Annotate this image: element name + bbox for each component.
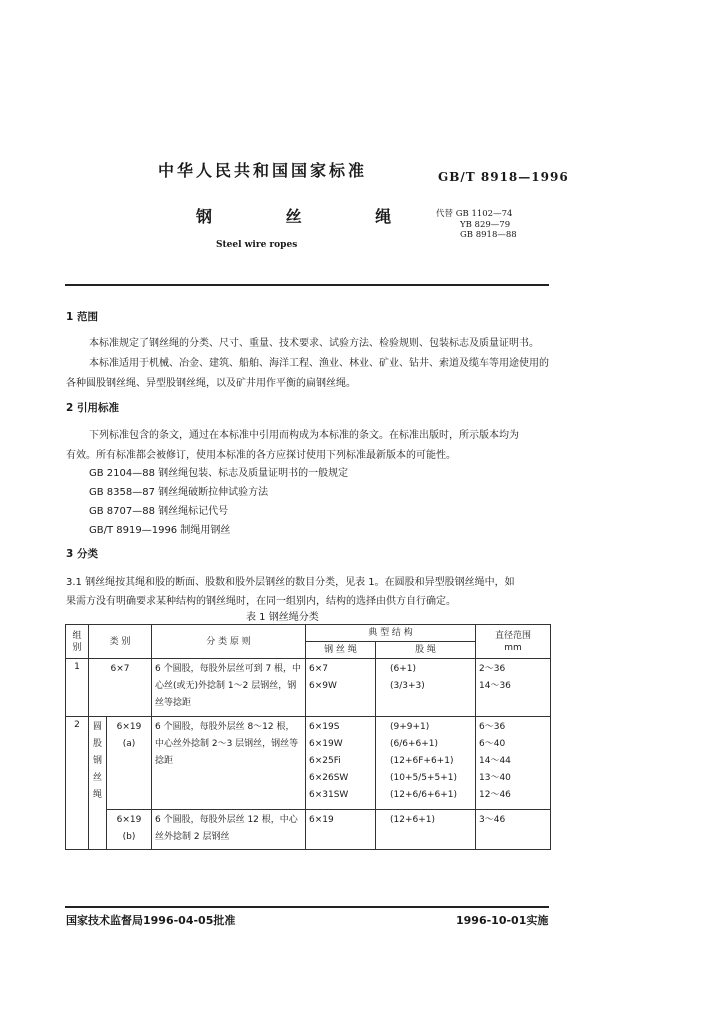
cell-ropes: [306, 659, 376, 717]
document-title: 钢 丝 绳: [196, 207, 426, 226]
cell-value: (10+5/5+5+1): [390, 773, 458, 783]
document-subtitle: Steel wire ropes: [216, 240, 298, 250]
cell-value: 6×19: [309, 815, 334, 825]
approval-date: 国家技术监督局1996-04-05批准: [66, 914, 236, 927]
cell-value: 6～36: [479, 722, 506, 732]
cell-round-strand-label: 圆股钢丝绳: [89, 717, 107, 850]
table-header-row: [66, 625, 551, 642]
cell-class: 6×19 (b): [107, 810, 152, 850]
cell-value: 13～40: [479, 773, 511, 783]
replaces-line: YB 829—79: [460, 219, 511, 230]
replaces-line: GB 8918—88: [460, 230, 517, 240]
cell-value: (9+9+1): [390, 722, 430, 732]
header-group: 组别: [66, 625, 89, 659]
standard-number: GB/T 8918—1996: [438, 170, 569, 184]
cell-value: 12～46: [479, 790, 511, 800]
section-1-paragraph: 本标准适用于机械、冶金、建筑、船舶、海洋工程、渔业、林业、矿业、钻井、索道及缆车等用途使用的: [89, 358, 549, 369]
table-row: [66, 810, 551, 850]
section-1-heading: 1 范围: [66, 311, 98, 323]
cell-value: (6/6+6+1): [390, 739, 439, 749]
header-rope: 钢 丝 绳: [306, 642, 376, 659]
cell-value: (6+1): [390, 664, 417, 674]
footer-rule: [65, 906, 549, 908]
reference-item: GB 2104—88 钢丝绳包装、标志及质量证明书的一般规定: [89, 468, 349, 479]
section-2-heading: 2 引用标准: [66, 402, 119, 414]
cell-value: 6×19W: [309, 739, 343, 749]
cell-value: 3～46: [479, 815, 506, 825]
cell-principle: 6 个圆股，每股外层丝可到 7 根，中心丝(或无)外捻制 1～2 层钢丝，钢丝等捻距: [152, 659, 306, 717]
cell-diameters: [476, 659, 551, 717]
table-row: [66, 717, 551, 810]
cell-value: 6～40: [479, 739, 506, 749]
cell-value: 6×26SW: [309, 773, 349, 783]
section-1-paragraph: 本标准规定了钢丝绳的分类、尺寸、重量、技术要求、试验方法、检验规则、包装标志及质量证明书。: [89, 338, 539, 349]
classification-table: [65, 624, 551, 850]
header-class: 类 别: [89, 625, 152, 659]
cell-value: 6×31SW: [309, 790, 349, 800]
header-typical-structure: 典 型 结 构: [306, 625, 476, 642]
section-3-paragraph: 3.1 钢丝绳按其绳和股的断面、股数和股外层钢丝的数目分类，见表 1。在圆股和异型股钢丝绳中，如: [66, 577, 515, 588]
cell-principle: 6 个圆股，每股外层丝 8～12 根，中心丝外捻制 2～3 层钢丝，钢丝等捻距: [152, 717, 306, 810]
section-2-paragraph: 有效。所有标准都会被修订，使用本标准的各方应探讨使用下列标准最新版本的可能性。: [66, 450, 456, 461]
reference-item: GB/T 8919—1996 制绳用钢丝: [89, 525, 231, 536]
cell-group: 1: [66, 659, 89, 717]
cell-ropes: [306, 810, 376, 850]
cell-ropes: [306, 717, 376, 810]
section-3-heading: 3 分类: [66, 548, 98, 560]
cell-diameters: [476, 810, 551, 850]
cell-value: (3/3+3): [390, 681, 425, 691]
cell-principle: 6 个圆股，每股外层丝 12 根，中心丝外捻制 2 层钢丝: [152, 810, 306, 850]
reference-item: GB 8707—88 钢丝绳标记代号: [89, 506, 229, 517]
cell-value: 14～36: [479, 681, 511, 691]
section-2-paragraph: 下列标准包含的条文，通过在本标准中引用而构成为本标准的条文。在标准出版时，所示版本均为: [89, 430, 519, 441]
cell-value: (12+6+1): [390, 815, 436, 825]
cell-value: 2～36: [479, 664, 506, 674]
cell-strands: [376, 717, 476, 810]
header-rule: [65, 284, 549, 286]
table-caption: 表 1 钢丝绳分类: [246, 612, 319, 623]
cell-strands: [376, 659, 476, 717]
section-3-paragraph: 果需方没有明确要求某种结构的钢丝绳时，在同一组别内，结构的选择由供方自行确定。: [66, 596, 456, 607]
cell-value: 6×7: [309, 664, 328, 674]
issuer-title: 中华人民共和国国家标准: [158, 161, 368, 180]
header-diameter: 直径范围 mm: [476, 625, 551, 659]
cell-value: 6×25Fi: [309, 756, 341, 766]
cell-group: 2: [66, 717, 89, 850]
implementation-date: 1996-10-01实施: [456, 914, 549, 927]
cell-value: 14～44: [479, 756, 511, 766]
cell-class: 6×7: [89, 659, 152, 717]
cell-value: 6×19S: [309, 722, 340, 732]
header-principle: 分 类 原 则: [152, 625, 306, 659]
replaces-standards: [436, 209, 517, 241]
replaces-line: 代替 GB 1102—74: [436, 209, 513, 219]
cell-class: 6×19 (a): [107, 717, 152, 810]
cell-value: (12+6/6+6+1): [390, 790, 458, 800]
header-strand: 股 绳: [376, 642, 476, 659]
cell-value: 6×9W: [309, 681, 337, 691]
cell-diameters: [476, 717, 551, 810]
cell-strands: [376, 810, 476, 850]
table-row: [66, 659, 551, 717]
cell-value: (12+6F+6+1): [390, 756, 454, 766]
section-1-paragraph: 各种圆股钢丝绳、异型股钢丝绳，以及矿井用作平衡的扁钢丝绳。: [66, 378, 356, 389]
reference-item: GB 8358—87 钢丝绳破断拉伸试验方法: [89, 487, 269, 498]
